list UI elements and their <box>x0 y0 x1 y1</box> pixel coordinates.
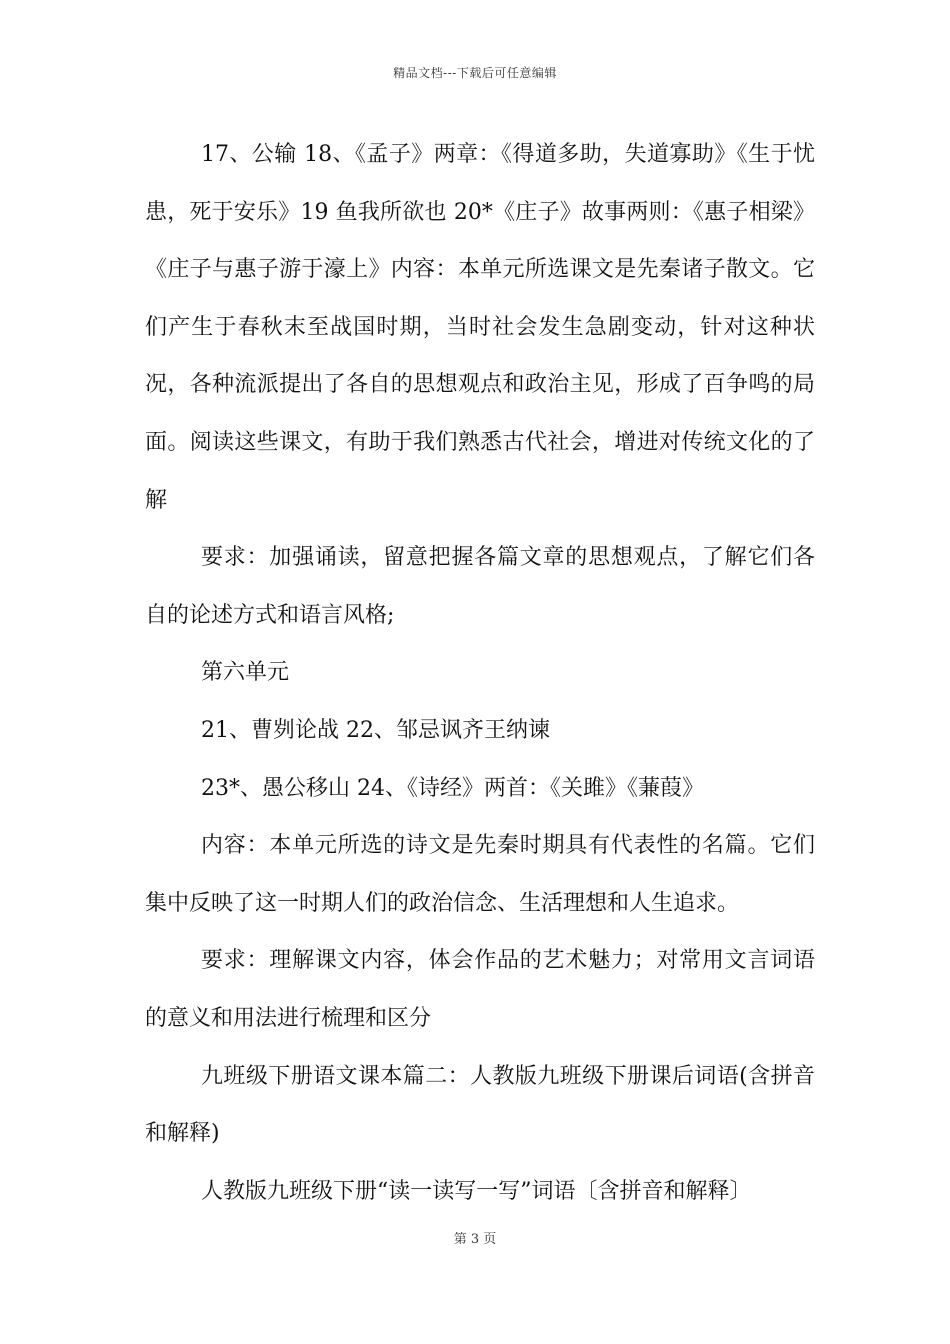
paragraph-unit-title: 第六单元 <box>201 660 290 686</box>
paragraph-section-heading: 九班级下册语文课本篇二：人教版九班级下册课后词语(含拼音和解释) <box>145 1063 815 1147</box>
document-body <box>145 126 815 1220</box>
paragraph-vocab-title: 人教版九班级下册“读一读写一写”词语〔含拼音和解释〕 <box>201 1178 752 1204</box>
paragraph-lessons-23-24: 23*、愚公移山 24、《诗经》两首：《关雎》《蒹葭》 <box>201 775 704 801</box>
paragraph-requirements-5: 要求：加强诵读，留意把握各篇文章的思想观点，了解它们各自的论述方式和语言风格; <box>145 545 815 628</box>
paragraph-lessons-21-22: 21、曹刿论战 22、邹忌讽齐王纳谏 <box>201 717 550 743</box>
paragraph-content-6: 内容：本单元所选的诗文是先秦时期具有代表性的名篇。它们集中反映了这一时期人们的政治信念、生活理想和人生追求。 <box>145 833 815 916</box>
page-number: 第 3 页 <box>453 1232 497 1247</box>
page-header: 精品文档---下载后可任意编辑 <box>393 66 557 80</box>
paragraph-requirements-6: 要求：理解课文内容，体会作品的艺术魅力；对常用文言词语的意义和用法进行梳理和区分 <box>145 948 815 1031</box>
paragraph-lesson-list: 17、公输 18、《孟子》两章：《得道多助，失道寡助》《生于忧患，死于安乐》19 鱼我所欲也 20*《庄子》故事两则：《惠子相梁》《庄子与惠子游于濠上》内容：本单元所选课文是先秦诸子散文。它们产生于春秋末至战国时期，当时社会发生急剧变动，针对这种状况，各种流派提出了各自的思想观点和政治主见，形成了百争鸣的局面。阅读这些课文，有助于我们熟悉古代社会，增进对传统文化的了解 <box>145 142 815 513</box>
